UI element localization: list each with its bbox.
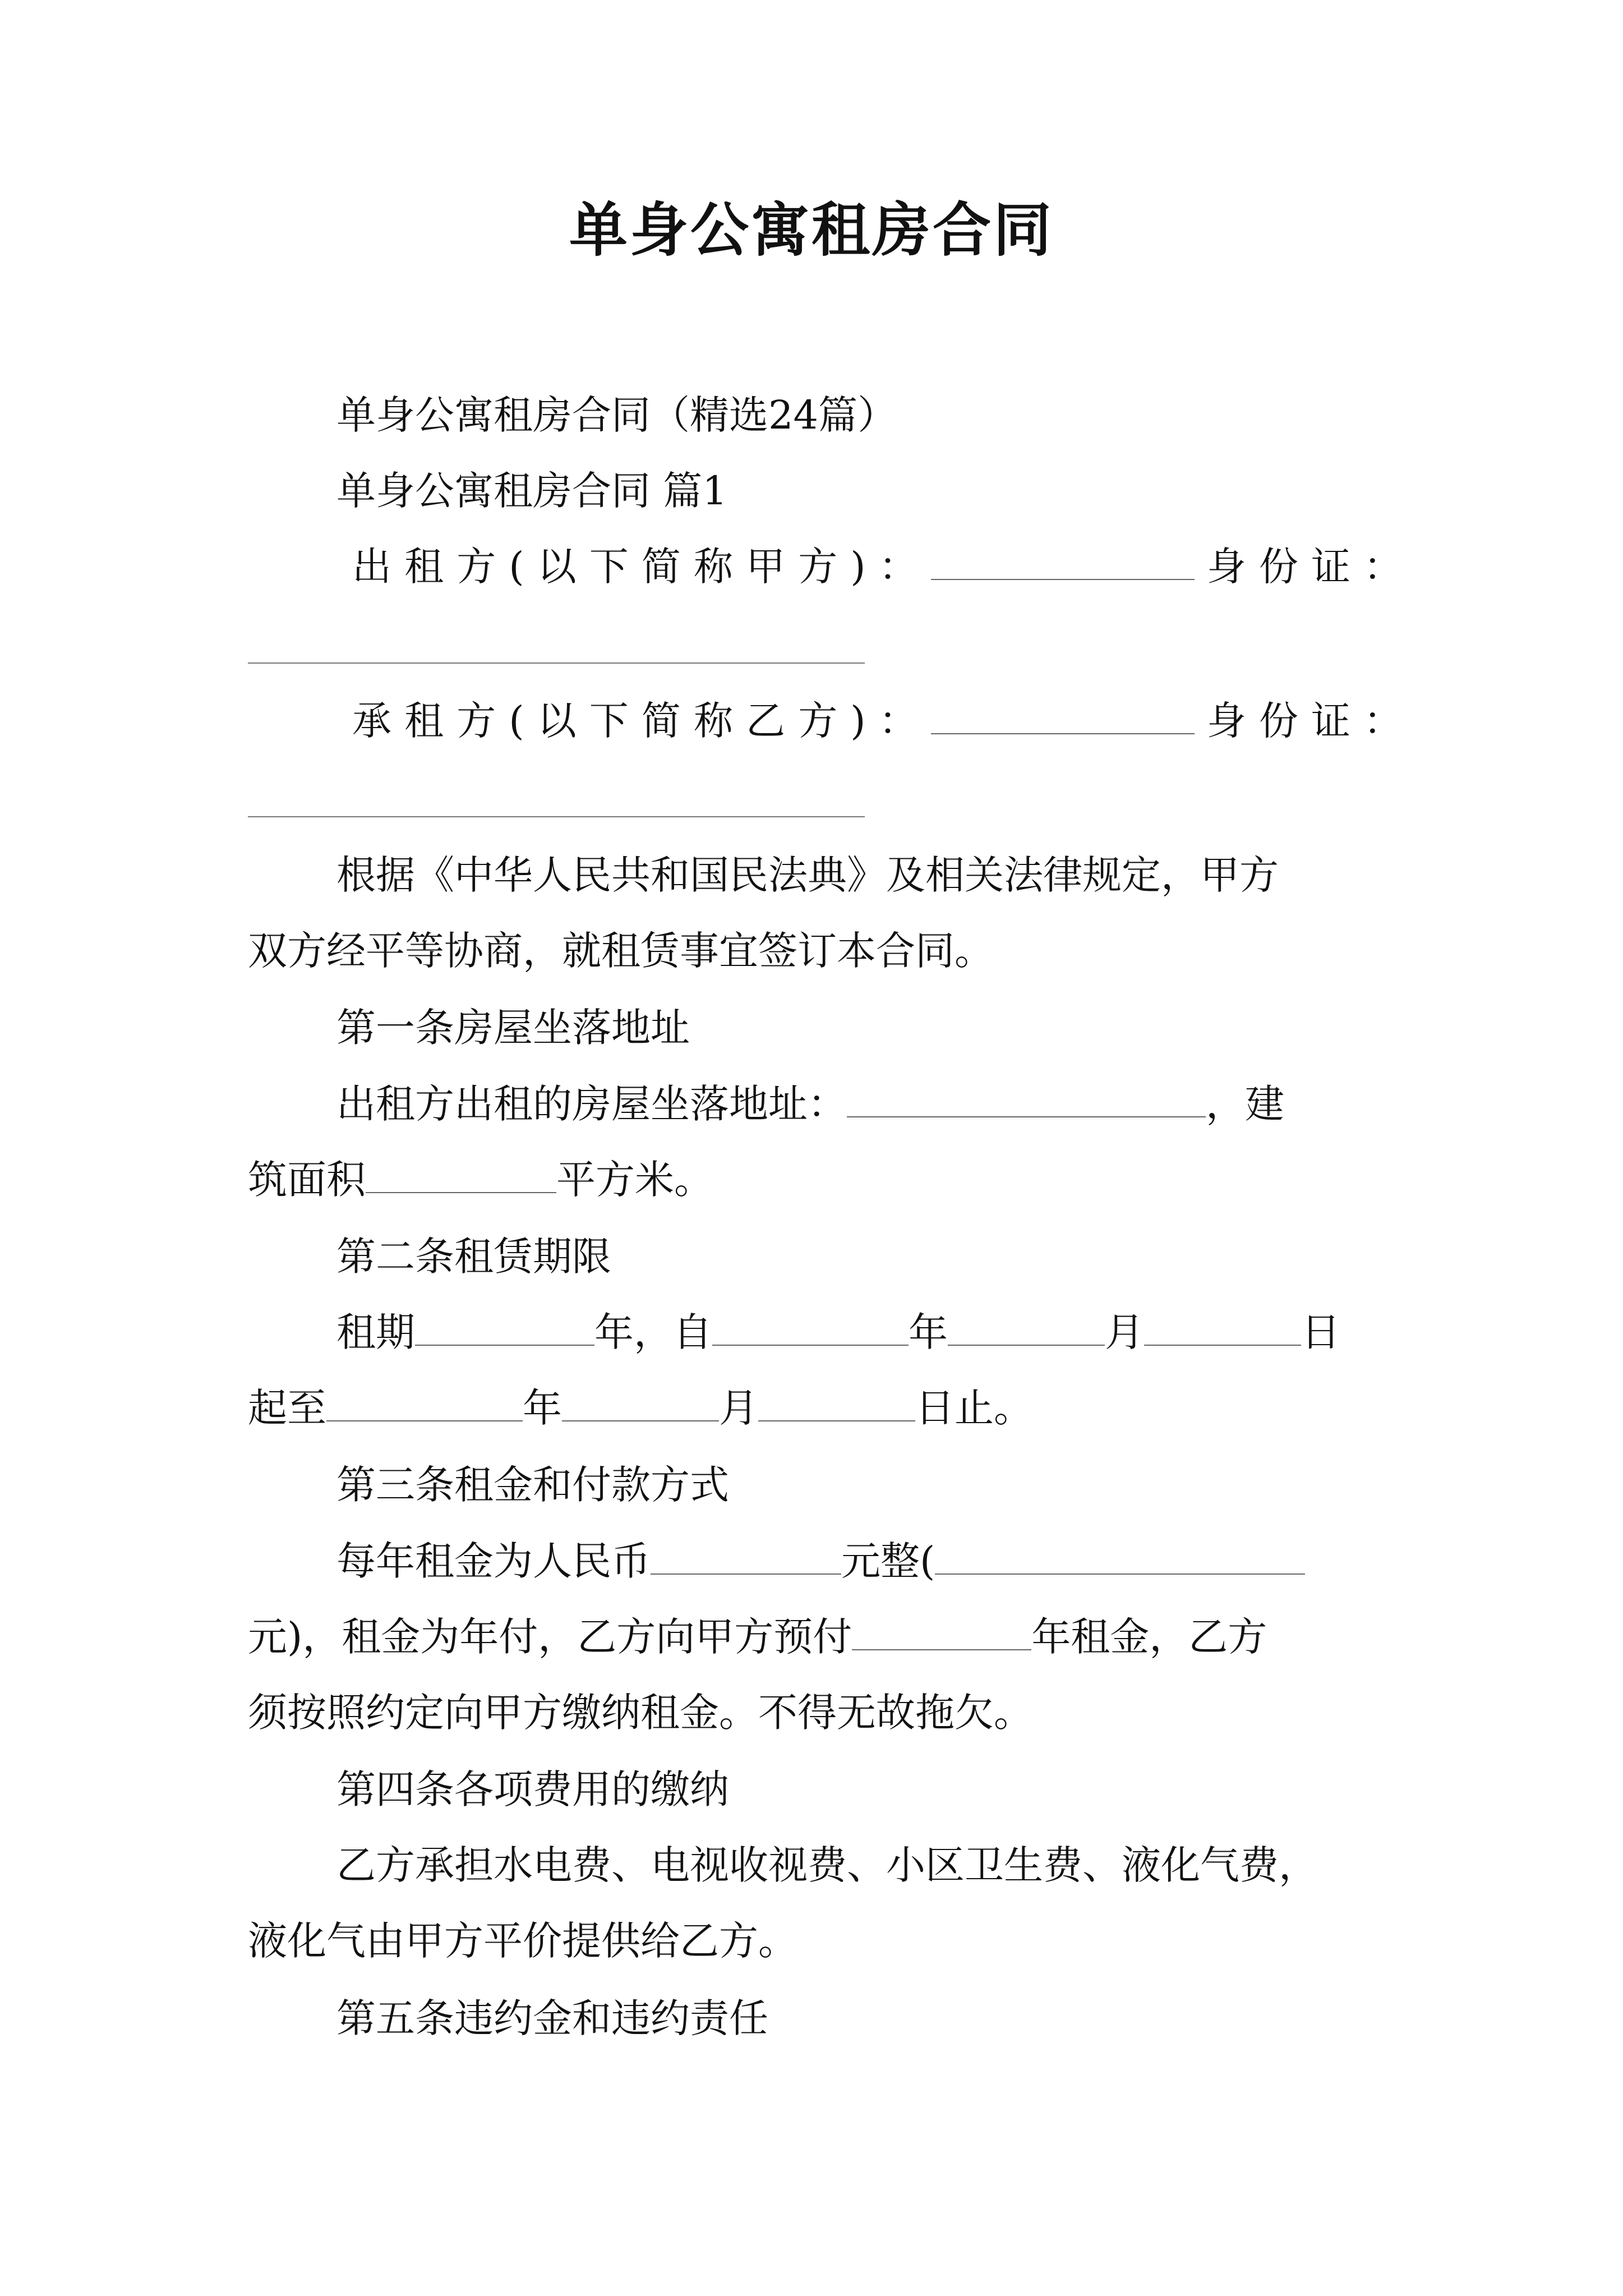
start-month-blank [948,1305,1105,1346]
lessee-id-label: 身份证： [1206,698,1416,744]
term-from-label: 年，自 [594,1309,712,1355]
article3-line-2 [248,1609,1267,1665]
article5-heading: 第五条违约金和违约责任 [336,1995,768,2041]
article1-line-2 [248,1152,713,1208]
start-year-label: 年 [909,1309,948,1355]
start-year-blank [712,1305,909,1346]
area-unit: 平方米。 [556,1157,713,1203]
lessee-id-blank [248,816,865,817]
article3-line-1 [336,1533,1305,1589]
section-heading: 单身公寓租房合同 篇1 [336,468,727,514]
lessor-name-blank [931,540,1195,580]
article4-line-2: 液化气由甲方平价提供给乙方。 [248,1918,797,1964]
document-title: 单身公寓租房合同 [569,195,1054,264]
lessee-name-blank [931,694,1195,734]
article3-line-3: 须按照约定向甲方缴纳租金。不得无故拖欠。 [248,1690,1033,1736]
end-month-label: 月 [719,1385,758,1431]
area-blank [366,1153,556,1193]
article1-address-label: 出租方出租的房屋坐落地址： [336,1081,847,1127]
start-day-blank [1144,1305,1301,1346]
term-years-blank [415,1305,594,1346]
end-day-label: 日止。 [915,1385,1033,1431]
end-month-blank [562,1381,719,1421]
document-subtitle: 单身公寓租房合同（精选24篇） [336,392,897,438]
lessor-line [352,539,1415,595]
start-month-label: 月 [1105,1309,1144,1355]
article2-heading: 第二条租赁期限 [336,1234,611,1280]
rent-words-blank [935,1534,1305,1575]
article4-heading: 第四条各项费用的缴纳 [336,1766,729,1812]
end-year-label: 年 [523,1385,562,1431]
lessee-label: 承租方(以下简称乙方)： [352,698,931,744]
start-day-label: 日 [1301,1309,1340,1355]
article1-address-suffix: ，建 [1206,1081,1284,1127]
address-blank [847,1077,1206,1117]
intro-line-2: 双方经平等协商，就租赁事宜签订本合同。 [248,928,994,974]
article1-heading: 第一条房屋坐落地址 [336,1005,690,1051]
rent-unit-label: 元整( [841,1538,935,1584]
term-label: 租期 [336,1309,415,1355]
article1-line-1 [336,1076,1284,1132]
lessor-label: 出租方(以下简称甲方)： [352,544,931,590]
lessor-id-label: 身份证： [1206,544,1416,590]
lessee-line [352,693,1415,749]
end-to-label: 起至 [248,1385,326,1431]
area-label: 筑面积 [248,1157,366,1203]
article2-line-2 [248,1380,1033,1436]
prepay-years-blank [852,1610,1031,1650]
prepay-suffix: 年租金，乙方 [1031,1614,1267,1660]
article2-line-1 [336,1304,1340,1360]
intro-line-1: 根据《中华人民共和国民法典》及相关法律规定，甲方 [336,852,1279,898]
article4-line-1: 乙方承担水电费、电视收视费、小区卫生费、液化气费， [336,1842,1318,1888]
rent-label: 每年租金为人民币 [336,1538,651,1584]
prepay-label: 元)，租金为年付，乙方向甲方预付 [248,1614,852,1660]
end-day-blank [758,1381,915,1421]
lessor-id-blank [248,662,865,664]
article3-heading: 第三条租金和付款方式 [336,1462,729,1508]
rent-amount-blank [651,1534,841,1575]
end-year-blank [326,1381,523,1421]
